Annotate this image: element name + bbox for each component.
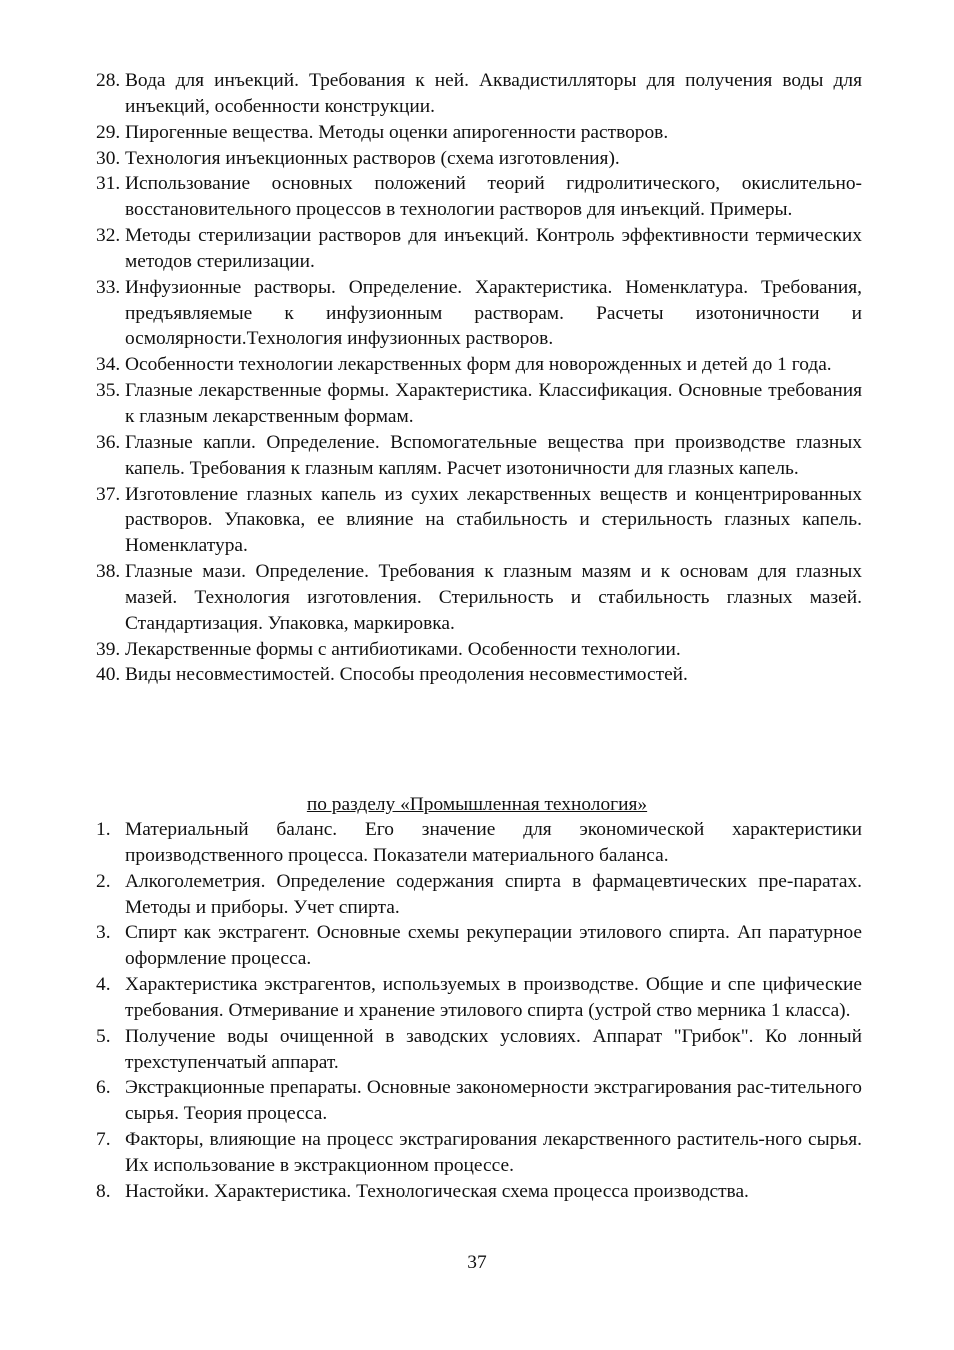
item-number: 32. <box>96 225 121 247</box>
list-item <box>96 68 862 120</box>
list-item <box>96 559 862 637</box>
list-item <box>96 120 862 146</box>
item-text: Факторы, влияющие на процесс экстрагирования лекарственного раститель-ного сырья. Их использование в экстракционном процессе. <box>125 1129 862 1176</box>
item-text: Характеристика экстрагентов, используемых в производстве. Общие и спе цифические требования. Отмеривание и хранение этилового спирта (устрой ство мерника 1 класса). <box>125 974 862 1021</box>
item-number: 28. <box>96 70 121 91</box>
item-number: 33. <box>96 276 121 298</box>
item-text: Материальный баланс. Его значение для экономической характеристики производственного процесса. Показатели материального баланса. <box>125 819 862 866</box>
list-item <box>96 972 862 1024</box>
list-item <box>96 1024 862 1076</box>
item-number: 31. <box>96 173 121 195</box>
item-number: 29. <box>96 121 121 143</box>
item-number: 37. <box>96 483 121 505</box>
item-number: 4. <box>96 974 111 996</box>
list-item <box>96 378 862 430</box>
list-item <box>96 817 862 869</box>
item-text: Получение воды очищенной в заводских условиях. Аппарат "Грибок". Ко лонный трехступенчатый аппарат. <box>125 1025 862 1073</box>
item-number: 7. <box>96 1129 111 1151</box>
page-number: 37 <box>467 1252 487 1273</box>
item-text: Методы стерилизации растворов для инъекций. Контроль эффективности термических методов стерилизации. <box>125 225 862 272</box>
item-text: Экстракционные препараты. Основные закономерности экстрагирования рас-тительного сырья. Теория процесса. <box>125 1077 862 1125</box>
item-text: Глазные лекарственные формы. Характеристика. Классификация. Основные требования к глазным лекарственным формам. <box>125 380 862 427</box>
list-item <box>96 637 862 663</box>
item-text: Вода для инъекций. Требования к ней. Аквадистилляторы для получения воды для инъекций, особенности конструкции. <box>125 70 862 117</box>
question-list-industrial <box>96 817 862 1205</box>
item-text: Спирт как экстрагент. Основные схемы рекуперации этилового спирта. Ап паратурное оформление процесса. <box>125 922 862 970</box>
list-item <box>96 662 862 688</box>
item-text: Технология инъекционных растворов (схема изготовления). <box>125 147 620 169</box>
item-number: 34. <box>96 354 121 376</box>
list-item <box>96 1127 862 1179</box>
item-number: 8. <box>96 1180 111 1202</box>
item-text: Изготовление глазных капель из сухих лекарственных веществ и концентрированных растворов. Упаковка, ее влияние на стабильность и стерильность глазных капель. Номенклатура. <box>125 483 862 557</box>
item-text: Особенности технологии лекарственных форм для новорожденных и детей до 1 года. <box>125 354 832 376</box>
list-item <box>96 352 862 378</box>
item-text: Глазные капли. Определение. Вспомогательные вещества при производстве глазных капель. Требования к глазным каплям. Расчет изотоничности для глазных капель. <box>125 431 862 479</box>
item-number: 6. <box>96 1077 111 1099</box>
item-number: 2. <box>96 870 111 892</box>
item-text: Пирогенные вещества. Методы оценки апирогенности растворов. <box>125 121 669 143</box>
item-text: Виды несовместимостей. Способы преодоления несовместимостей. <box>125 664 688 686</box>
list-item <box>96 171 862 223</box>
item-number: 35. <box>96 380 121 402</box>
item-number: 38. <box>96 561 121 583</box>
list-item <box>96 223 862 275</box>
item-text: Инфузионные растворы. Определение. Характеристика. Номенклатура. Требования, предъявляемые к инфузионным растворам. Расчеты изотоничности и осмолярности.Технология инфузионных растворов. <box>125 276 862 350</box>
item-text: Использование основных положений теорий гидролитического, окислительно-восстановительного процессов в технологии растворов для инъекций. Примеры. <box>125 173 862 221</box>
section-heading: по разделу «Промышленная технология» <box>306 794 648 815</box>
item-text: Алкоголеметрия. Определение содержания спирта в фармацевтических пре-паратах. Методы и приборы. Учет спирта. <box>125 870 862 918</box>
item-number: 1. <box>96 819 111 840</box>
item-number: 5. <box>96 1025 111 1047</box>
item-number: 39. <box>96 638 121 660</box>
list-item <box>96 1179 862 1205</box>
item-number: 40. <box>96 664 121 686</box>
question-list-pharmacy <box>96 68 862 688</box>
item-number: 3. <box>96 922 111 944</box>
list-item <box>96 920 862 972</box>
list-item <box>96 430 862 482</box>
list-item <box>96 1075 862 1127</box>
item-number: 30. <box>96 147 121 169</box>
list-item <box>96 869 862 921</box>
list-item <box>96 482 862 560</box>
list-item <box>96 146 862 172</box>
list-item <box>96 275 862 353</box>
item-text: Лекарственные формы с антибиотиками. Особенности технологии. <box>125 638 681 660</box>
item-number: 36. <box>96 431 121 453</box>
item-text: Глазные мази. Определение. Требования к глазным мазям и к основам для глазных мазей. Технология изготовления. Стерильность и стабильность глазных мазей. Стандартизация. Упаковка, маркировка. <box>125 561 862 634</box>
item-text: Настойки. Характеристика. Технологическая схема процесса производства. <box>125 1180 749 1202</box>
